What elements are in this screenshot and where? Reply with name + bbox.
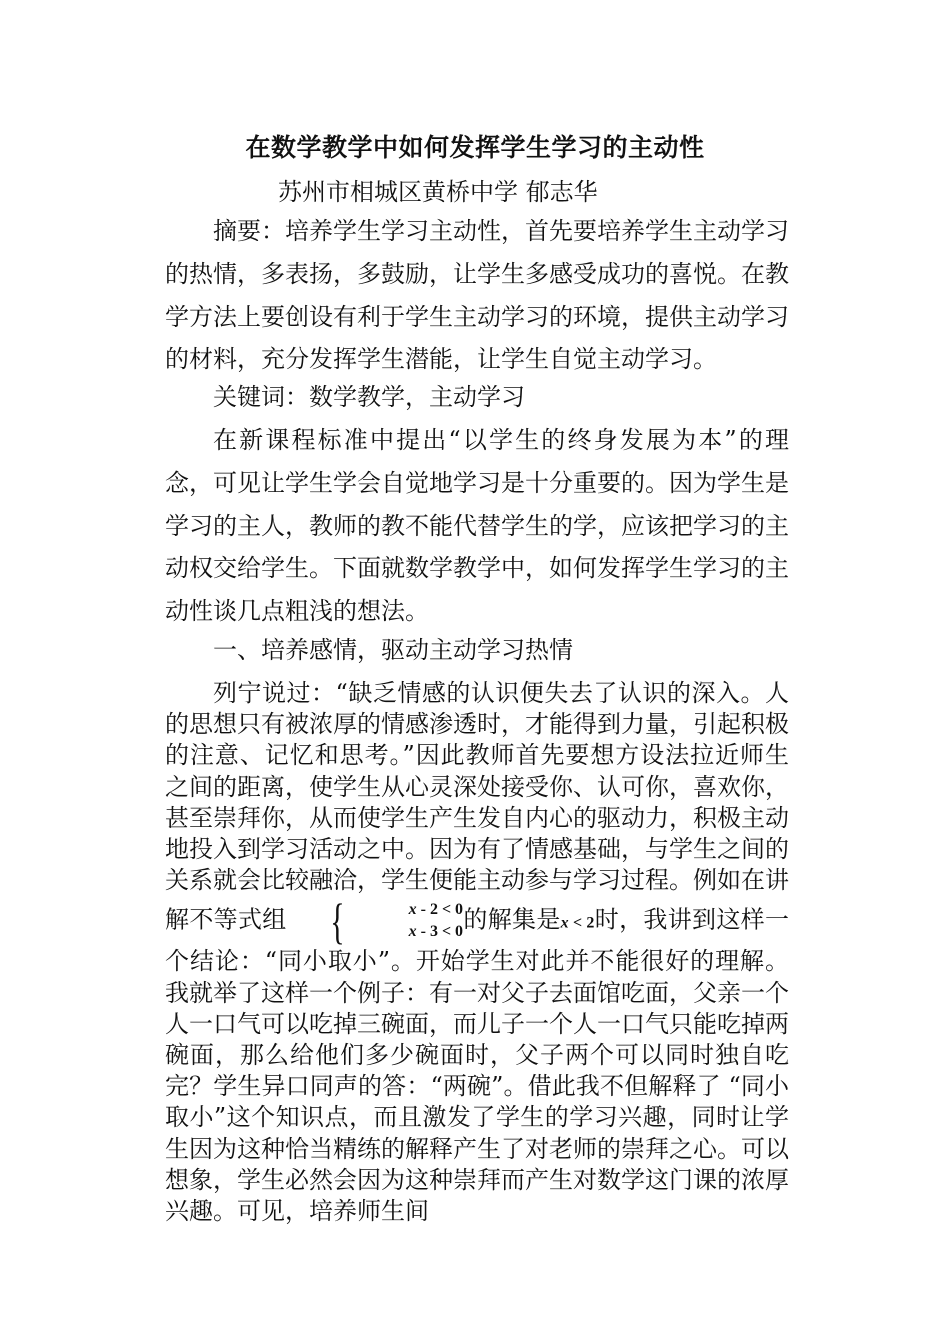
solution-set: x < 2 [560, 914, 595, 932]
body-paragraph [165, 678, 789, 1227]
body-text-part1: 列宁说过：“缺乏情感的认识便失去了认识的深入。人的思想只有被浓厚的情感渗透时，才能得到力量，引起积极的注意、记忆和思考。”因此教师首先要想方设法拉近师生之间的距离，使学生从心灵深处接受你、认可你，喜欢你，甚至崇拜你，从而使学生产生发自内心的驱动力，积极主动地投入到学习活动之中。因为有了情感基础，与学生之间的关系就会比较融洽，学生便能主动参与学习过程。例如在讲解不等式组 [165, 679, 789, 934]
section-heading: 一、培养感情，驱动主动学习热情 [213, 636, 573, 664]
variable-x: x [408, 901, 417, 919]
inequality-system [287, 893, 464, 950]
abstract-paragraph: 摘要：培养学生学习主动性，首先要培养学生主动学习的热情，多表扬，多鼓励，让学生多感受成功的喜悦。在教学方法上要创设有利于学生主动学习的环境，提供主动学习的材料，充分发挥学生潜能，让学生自觉主动学习。 [165, 217, 789, 374]
brace-symbol: { [329, 893, 345, 950]
keywords-line: 关键词：数学教学，主动学习 [213, 383, 525, 411]
inequality-row-2: x - 3 < 0 [408, 923, 464, 941]
intro-paragraph: 在新课程标准中提出“以学生的终身发展为本”的理念，可见让学生学会自觉地学习是十分重要的。因为学生是学习的主人，教师的教不能代替学生的学，应该把学习的主动权交给学生。下面就数学教学中，如何发挥学生学习的主动性谈几点粗浅的想法。 [165, 426, 789, 626]
author-line: 苏州市相城区黄桥中学 郁志华 [278, 178, 598, 206]
variable-x: x [408, 923, 417, 941]
document-title: 在数学教学中如何发挥学生学习的主动性 [245, 133, 705, 162]
body-text-part2: 的解集是 [463, 905, 561, 934]
body-text-part3: 时，我讲到这样一个结论：“同小取小”。开始学生对此并不能很好的理解。我就举了这样一个例子：有一对父子去面馆吃面，父亲一个人一口气可以吃掉三碗面，而儿子一个人一口气只能吃掉两碗面，那么给他们多少碗面时，父子两个可以同时独自吃完？学生异口同声的答：“两碗”。借此我不但解释了 “同小取小”这个知识点，而且激发了学生的学习兴趣，同时让学生因为这种恰当精练的解释产生了对老师的崇拜之心。可以想象，学生必然会因为这种崇拜而产生对数学这门课的浓厚兴趣。可见，培养师生间 [165, 905, 790, 1226]
variable-x: x [560, 914, 569, 932]
inequality-row-1: x - 2 < 0 [408, 901, 464, 919]
